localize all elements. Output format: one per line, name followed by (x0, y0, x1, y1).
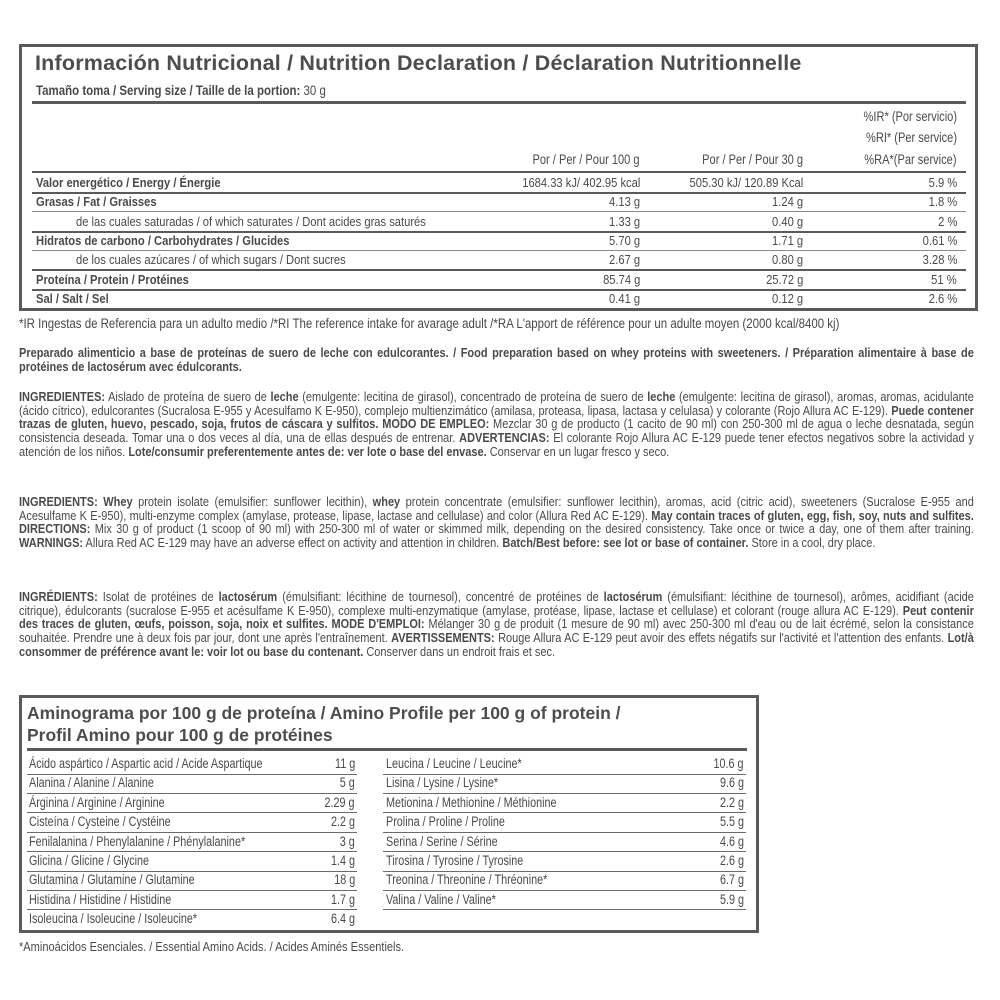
amino-right-value: 9.6 g (719, 775, 744, 791)
ingredients-fr-label: INGRÉDIENTS: (19, 589, 98, 604)
nutrition-per30-value: 25.72 g (765, 272, 803, 287)
nutrition-title: Información Nutricional / Nutrition Declaration / Déclaration Nutritionnelle (35, 51, 802, 75)
row-divider (32, 269, 966, 271)
amino-right-value: 4.6 g (719, 833, 744, 849)
amino-left-value: 6.4 g (330, 911, 355, 927)
serving-size-label: Tamaño toma / Serving size / Taille de la portion: (36, 82, 301, 98)
amino-right-value: 5.9 g (719, 891, 744, 907)
allergen: whey (372, 494, 401, 509)
allergen: leche (647, 389, 676, 404)
divider (32, 101, 966, 104)
amino-left-label: Glicina / Glicine / Glycine (29, 853, 150, 868)
serving-size-value: 30 g (300, 82, 326, 98)
row-divider (27, 871, 357, 872)
amino-left-value: 2.2 g (330, 814, 355, 830)
nutrition-ri-value: 51 % (931, 272, 957, 287)
amino-left-value: 5 g (339, 775, 355, 791)
amino-title-line1: Aminograma por 100 g de proteína / Amino Profile per 100 g of protein / (27, 703, 621, 723)
warnings-label: ADVERTENCIAS: (459, 430, 550, 446)
amino-left-label: Cisteína / Cysteine / Cystéine (29, 814, 171, 830)
nutrition-ri-value: 1.8 % (928, 194, 957, 209)
nutrition-ri-value: 2.6 % (928, 291, 957, 306)
row-divider (383, 909, 746, 910)
product-description: Preparado alimenticio a base de proteínas de suero de leche con edulcorantes. / Food preparation based on whey proteins with sweeteners. / Préparation alimentaire à base de protéines de lactosérum avec édulcorants. (19, 345, 974, 374)
amino-right-label: Serina / Serine / Sérine (386, 833, 498, 849)
nutrition-per100-value: 85.74 g (602, 272, 640, 287)
text: Mezclar 30 g de producto (1 cacito de 90 ml) con 250-300 ml de agua o leche desnatada, según consistencia deseada. Tomar una o dos veces al día, una de ellas después de entrenar. (19, 416, 974, 446)
allergen-warning: Peut contenir des traces de gluten, œufs, poisson, soja, noix et sulfites. MODE D'EMPLOI: (19, 602, 974, 632)
amino-left-label: Fenilalanina / Phenylalanine / Phénylalanine* (29, 833, 246, 849)
amino-left-label: Alanina / Alanine / Alanine (29, 775, 154, 791)
allergen-warning: Puede contener trazas de gluten, huevo, pescado, soja, frutos de cáscara y sulfitos. MODO DE EMPLEO: (19, 402, 974, 432)
ri-header-en: %RI* (Per service) (865, 130, 957, 145)
text: El colorante Rojo Allura AC E-129 puede tener efectos negativos sobre la actividad y atención de los niños. (19, 430, 974, 459)
amino-right-label: Prolina / Proline / Proline (386, 814, 505, 830)
batch-label: Lot/à consommer de préférence avant le: voir lot ou base du contenant. (19, 630, 974, 659)
nutrition-ri-value: 5.9 % (928, 175, 957, 190)
batch-label: Lote/consumir preferentemente antes de: ver lote o base del envase. (128, 443, 487, 459)
per100-header: Por / Per / Pour 100 g (532, 152, 640, 167)
amino-left-label: Glutamina / Glutamine / Glutamine (29, 872, 195, 888)
allergen: lactosérum (218, 589, 278, 604)
ingredients-en (19, 495, 974, 550)
ingredients-en-label: INGREDIENTS: (19, 494, 98, 509)
nutrition-per100-value: 0.41 g (608, 291, 640, 306)
text: (emulgente: lecitina de girasol), concentrado de proteína de suero de (298, 389, 648, 404)
amino-left-value: 2.29 g (324, 794, 355, 810)
amino-right-value: 6.7 g (719, 872, 744, 888)
ingredients-es (19, 390, 974, 459)
amino-right-value: 2.6 g (719, 853, 744, 868)
amino-right-label: Valina / Valine / Valine* (386, 891, 496, 907)
nutrition-ri-value: 0.61 % (922, 233, 957, 248)
ri-header-fr: %RA*(Par service) (864, 152, 957, 167)
amino-title-line2: Profil Amino pour 100 g de protéines (27, 725, 333, 745)
row-divider (27, 909, 357, 910)
nutrition-per100-value: 2.67 g (608, 252, 640, 267)
nutrition-per100-value: 1684.33 kJ/ 402.95 kcal (521, 175, 640, 190)
amino-right-label: Lisina / Lysine / Lysine* (386, 775, 499, 791)
amino-right-label: Leucina / Leucine / Leucine* (386, 756, 522, 771)
row-divider (383, 832, 746, 833)
text: protein isolate (emulsifier: sunflower lecithin), (132, 494, 373, 509)
nutrition-per30-value: 0.80 g (771, 252, 803, 267)
amino-left-value: 1.4 g (330, 853, 355, 868)
row-divider (27, 812, 357, 813)
nutrition-row-label: Grasas / Fat / Graisses (36, 194, 157, 209)
amino-title (27, 702, 620, 746)
nutrition-per30-value: 1.71 g (771, 233, 803, 248)
row-divider (383, 851, 746, 852)
text: Mix 30 g of product (1 scoop of 90 ml) with 250-300 ml of water or skimmed milk, depending on the desired consistency. Take once or twice a day, one of them after training. (90, 521, 974, 537)
amino-right-value: 2.2 g (719, 794, 744, 810)
text: protein concentrate (emulsifier: sunflower lecithin), aromas, acid (citric acid), sweeteners (Sucralose E-955 and Acesulfame K E-950), multi-enzyme complex (amylase, protease, lipase, lactase and cellulase) and color (Allura Red AC E-129). (19, 494, 974, 523)
row-divider (27, 774, 357, 775)
text: Aislado de proteína de suero de (105, 389, 271, 404)
ri-header-es: %IR* (Por servicio) (863, 109, 957, 124)
amino-left-value: 1.7 g (330, 891, 355, 907)
allergen: leche (270, 389, 299, 404)
nutrition-per30-value: 0.12 g (771, 291, 803, 306)
nutrition-row-label: Proteína / Protein / Protéines (36, 272, 189, 287)
amino-right-label: Metionina / Methionine / Méthionine (386, 794, 557, 810)
amino-right-label: Treonina / Threonine / Thréonine* (386, 872, 548, 888)
nutrition-per100-value: 5.70 g (608, 233, 640, 248)
nutrition-row-label: Valor energético / Energy / Énergie (36, 175, 221, 190)
amino-left-label: Árginina / Arginine / Arginine (29, 794, 165, 810)
serving-size (36, 82, 326, 98)
amino-left-value: 11 g (334, 756, 355, 771)
row-divider (383, 793, 746, 794)
amino-right-value: 10.6 g (713, 756, 744, 771)
text: (émulsifiant: lécithine de tournesol), concentré de protéines de (277, 589, 604, 604)
warnings-label: AVERTISSEMENTS: (391, 630, 495, 646)
row-divider (32, 250, 966, 251)
nutrition-per100-value: 1.33 g (608, 214, 640, 229)
nutrition-per30-value: 0.40 g (771, 214, 803, 229)
amino-right-label: Tirosina / Tyrosine / Tyrosine (386, 853, 524, 868)
amino-right-value: 5.5 g (719, 814, 744, 830)
ingredients-es-label: INGREDIENTES: (19, 389, 106, 404)
amino-left-value: 3 g (339, 833, 355, 849)
nutrition-per30-value: 1.24 g (771, 194, 803, 209)
allergen: Whey (97, 494, 133, 509)
nutrition-row-label: Sal / Salt / Sel (36, 291, 109, 306)
amino-left-label: Histidina / Histidine / Histidine (29, 891, 172, 907)
row-divider (32, 192, 966, 194)
ingredients-fr (19, 590, 974, 659)
text: Mélanger 30 g de produit (1 mesure de 90 ml) avec 250-300 ml d'eau ou de lait écrémé, selon la consistance souhaitée. Prendre une à deux fois par jour, dont une après l'entraînement. (19, 616, 974, 646)
nutrition-ri-value: 2 % (937, 214, 957, 229)
row-divider (383, 890, 746, 891)
amino-left-label: Ácido aspártico / Aspartic acid / Acide Aspartique (29, 756, 263, 771)
warnings-label: WARNINGS: (19, 535, 84, 551)
row-divider (383, 871, 746, 872)
nutrition-ri-value: 3.28 % (922, 252, 957, 267)
nutrition-row-label: de las cuales saturadas / of which saturates / Dont acides gras saturés (76, 214, 426, 229)
text: Allura Red AC E-129 may have an adverse effect on activity and attention in children. (83, 535, 503, 551)
divider (32, 171, 966, 173)
text: Conserver dans un endroit frais et sec. (363, 643, 556, 659)
text: Rouge Allura AC E-129 peut avoir des effets négatifs sur l'activité et l'attention des enfants. (494, 630, 948, 646)
amino-footnote: *Aminoácidos Esenciales. / Essential Amino Acids. / Acides Aminés Essentiels. (19, 939, 405, 954)
batch-label: Batch/Best before: see lot or base of container. (502, 535, 749, 551)
text: Conservar en un lugar fresco y seco. (486, 443, 670, 459)
allergen-warning: May contain traces of gluten, egg, fish, soy, nuts and sulfites. DIRECTIONS: (19, 507, 974, 537)
row-divider (27, 890, 357, 891)
row-divider (27, 851, 357, 852)
per30-header: Por / Per / Pour 30 g (702, 152, 803, 167)
nutrition-per30-value: 505.30 kJ/ 120.89 Kcal (689, 175, 803, 190)
text: Isolat de protéines de (97, 589, 219, 604)
divider (27, 748, 747, 751)
row-divider (383, 774, 746, 775)
text: (émulsifiant: lécithine de tournesol), arômes, acidifiant (acide citrique), édulcorants (sucralose E-955 et acésulfame K E-950), complexe multi-enzymatique (amylase, protéase, lipase, lactase et cellulase) et colorant (rouge allura AC E-129). (19, 589, 974, 618)
amino-left-value: 18 g (333, 872, 355, 888)
text: (emulgente: lecitina de girasol), aromas, aromas, acidulante (ácido cítrico), edulcorantes (Sucralosa E-955 y Acesulfamo K E-950), complejo multienzimático (amilasa, proteasa, lipasa, lactasa y celulasa) y colorante (Rojo Allura AC E-129). (19, 389, 974, 418)
row-divider (383, 812, 746, 813)
nutrition-row-label: Hidratos de carbono / Carbohydrates / Glucides (36, 233, 290, 248)
allergen: lactosérum (603, 589, 663, 604)
nutrition-per100-value: 4.13 g (608, 194, 640, 209)
row-divider (32, 211, 966, 212)
amino-left-label: Isoleucina / Isoleucine / Isoleucine* (29, 911, 198, 927)
nutrition-row-label: de los cuales azúcares / of which sugars / Dont sucres (76, 252, 346, 267)
row-divider (27, 793, 357, 794)
text: Store in a cool, dry place. (748, 535, 876, 551)
nutrition-footnote: *IR Ingestas de Referencia para un adulto medio /*RI The reference intake for avarage adult /*RA L'apport de référence pour un adulte moyen (2000 kcal/8400 kj) (19, 316, 840, 331)
row-divider (27, 832, 357, 833)
row-divider (32, 289, 966, 291)
